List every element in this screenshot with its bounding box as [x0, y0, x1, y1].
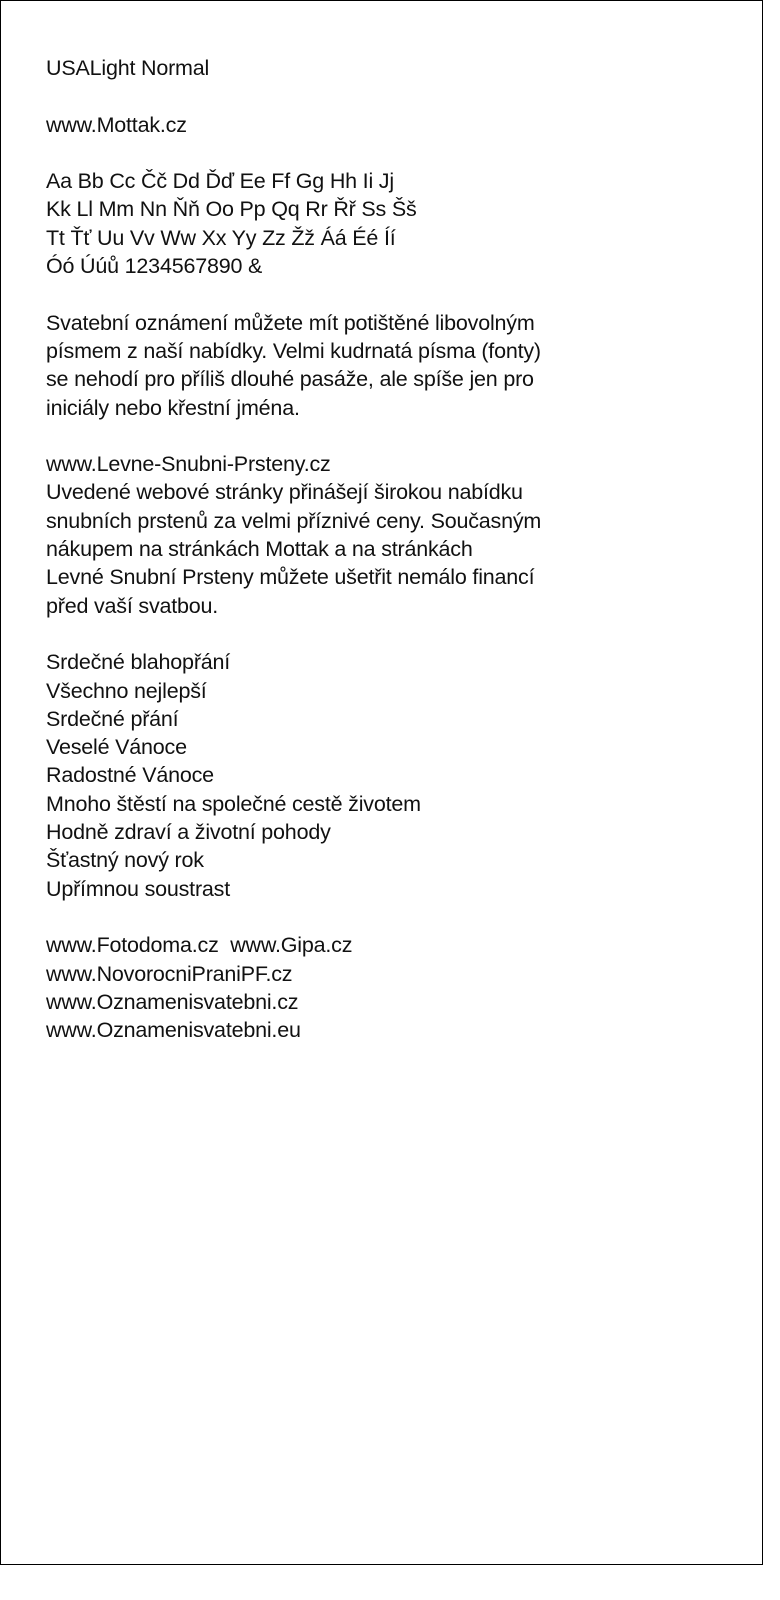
- alphabet-line: Tt Ťť Uu Vv Ww Xx Yy Zz Žž Áá Éé Íí: [46, 225, 396, 250]
- paragraph-line: písmem z naší nabídky. Velmi kudrnatá písma (fonty): [46, 338, 541, 363]
- footer-links: [46, 931, 726, 1044]
- font-name-title: USALight Normal: [46, 56, 210, 80]
- greetings-list: [46, 648, 726, 903]
- paragraph-line: snubních prstenů za velmi příznivé ceny. Současným: [46, 508, 542, 533]
- paragraph-line: Uvedené webové stránky přinášejí širokou nabídku: [46, 480, 523, 505]
- alphabet-line: Aa Bb Cc Čč Dd Ďď Ee Ff Gg Hh Ii Jj: [46, 169, 394, 194]
- font-sample-document: [46, 54, 726, 1073]
- greeting-item: Hodně zdraví a životní pohody: [46, 820, 331, 845]
- greeting-item: Radostné Vánoce: [46, 763, 214, 788]
- site-url: www.Mottak.cz: [46, 112, 187, 137]
- footer-link-line: www.NovorocniPraniPF.cz: [46, 961, 293, 986]
- alphabet-sample: [46, 167, 726, 280]
- greeting-item: Veselé Vánoce: [46, 735, 187, 760]
- paragraph-line: Levné Snubní Prsteny můžete ušetřit nemálo financí: [46, 565, 535, 590]
- greeting-item: Šťastný nový rok: [46, 848, 204, 873]
- alphabet-line: Kk Ll Mm Nn Ňň Oo Pp Qq Rr Řř Ss Šš: [46, 197, 417, 222]
- rings-url: www.Levne-Snubni-Prsteny.cz: [46, 452, 331, 477]
- footer-link-line: www.Fotodoma.cz www.Gipa.cz: [46, 933, 353, 958]
- site-url-block: [46, 111, 726, 139]
- greeting-item: Všechno nejlepší: [46, 678, 207, 703]
- greeting-item: Srdečné blahopřání: [46, 650, 231, 675]
- paragraph-line: se nehodí pro příliš dlouhé pasáže, ale spíše jen pro: [46, 367, 534, 392]
- greeting-item: Upřímnou soustrast: [46, 876, 231, 901]
- greeting-item: Mnoho štěstí na společné cestě životem: [46, 791, 421, 816]
- rings-section: [46, 450, 726, 620]
- font-name-block: [46, 54, 726, 82]
- greeting-item: Srdečné přání: [46, 706, 179, 731]
- footer-link-line: www.Oznamenisvatebni.cz: [46, 989, 299, 1014]
- intro-paragraph: [46, 309, 726, 422]
- footer-link-line: www.Oznamenisvatebni.eu: [46, 1018, 301, 1043]
- paragraph-line: iniciály nebo křestní jména.: [46, 395, 300, 420]
- paragraph-line: před vaší svatbou.: [46, 593, 219, 618]
- alphabet-line: Óó Úúů 1234567890 &: [46, 254, 263, 279]
- paragraph-line: nákupem na stránkách Mottak a na stránkách: [46, 537, 473, 562]
- paragraph-line: Svatební oznámení můžete mít potištěné libovolným: [46, 310, 535, 335]
